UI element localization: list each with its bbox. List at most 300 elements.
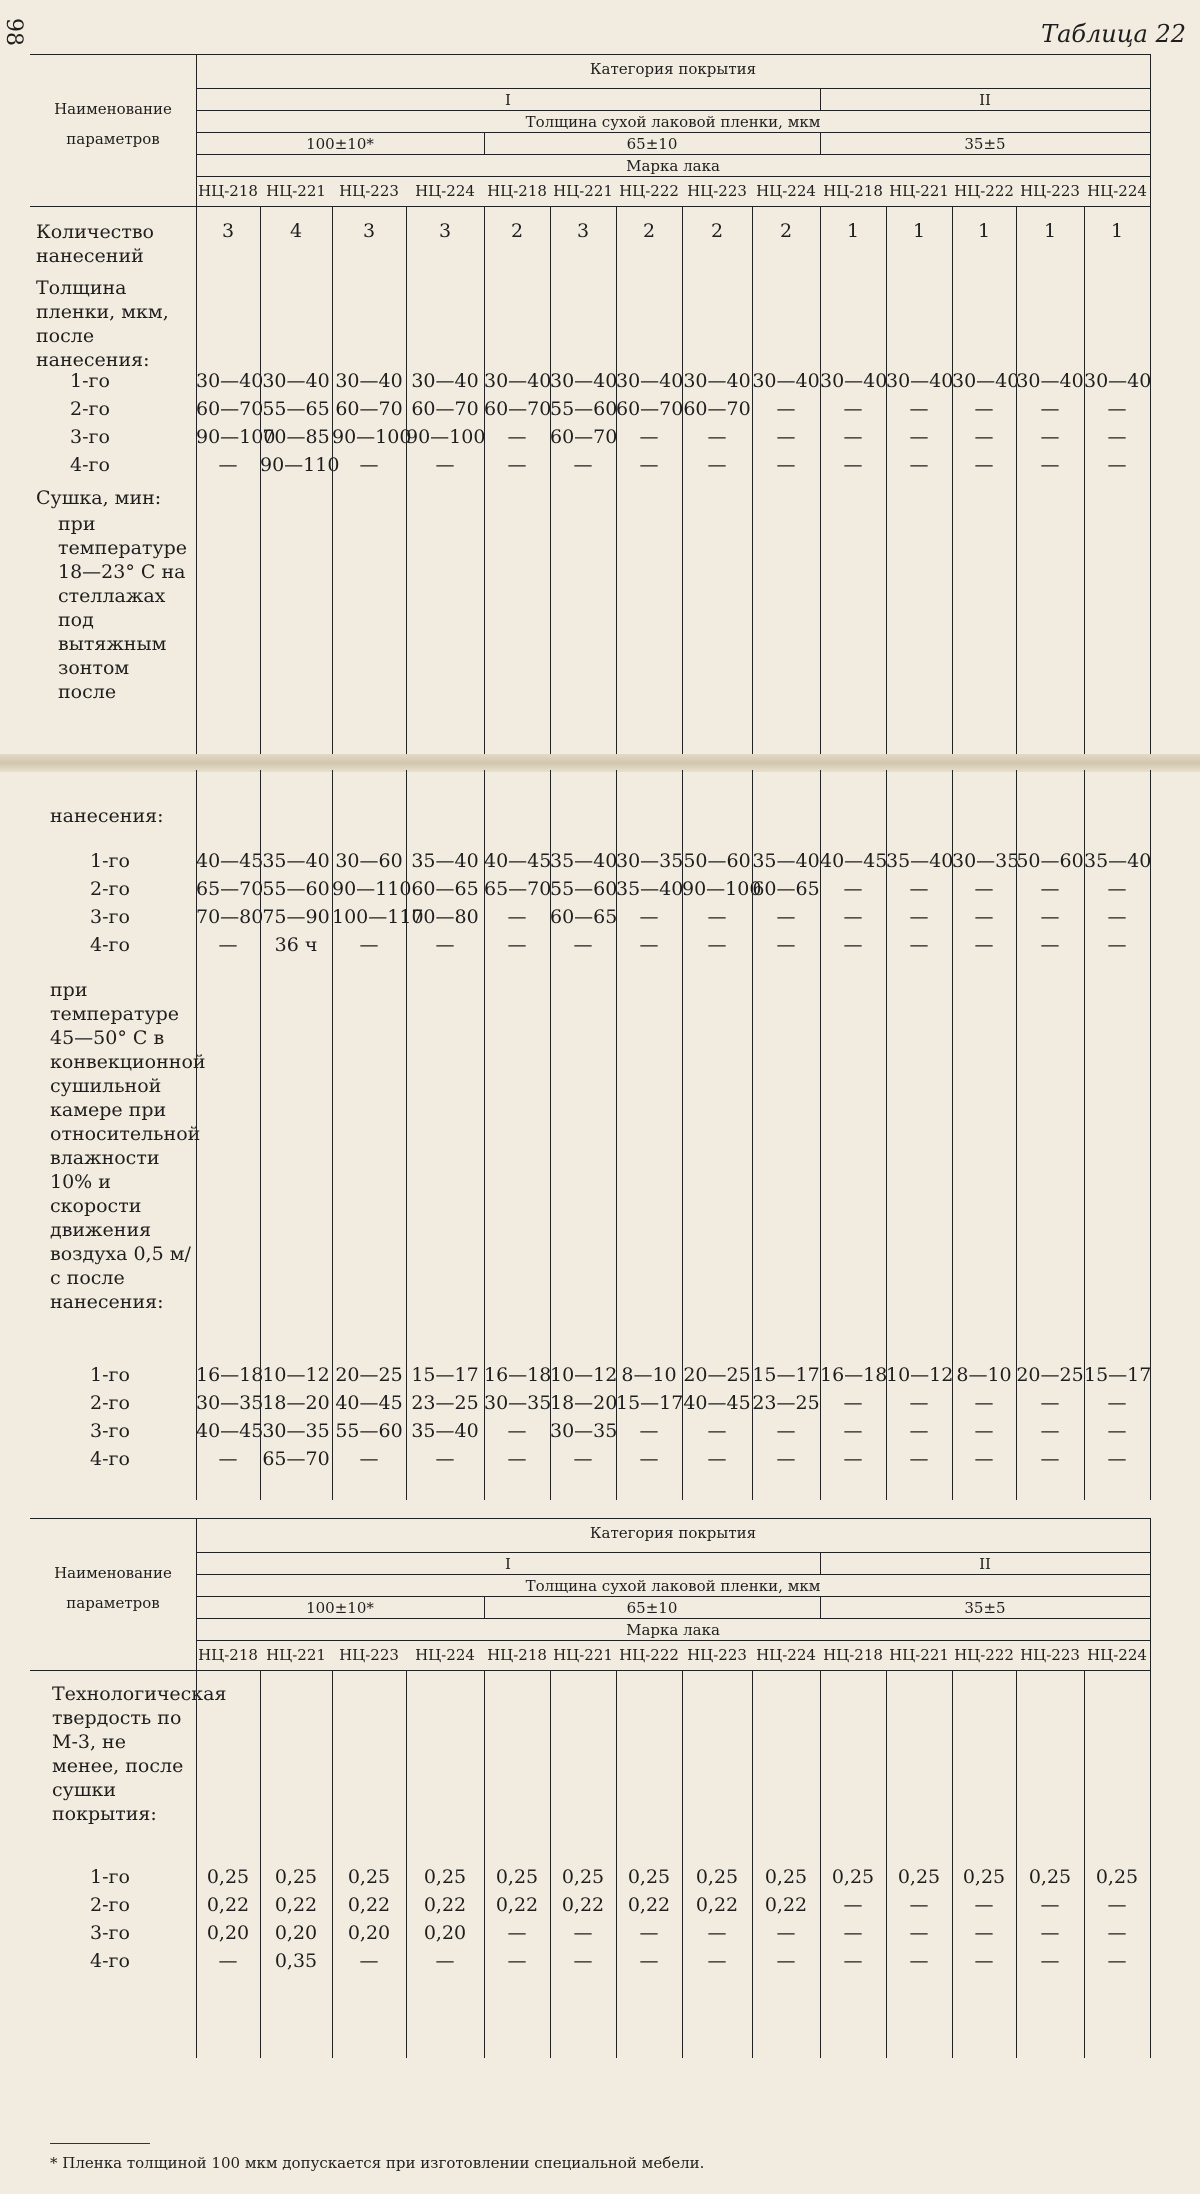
brand-2: НЦ-221 xyxy=(266,1646,326,1664)
hardness-value-1: 0,22 xyxy=(206,1894,250,1916)
header-bottom-rule xyxy=(30,206,1150,207)
hardness-value-9: 0,22 xyxy=(764,1894,808,1916)
brand-5: НЦ-218 xyxy=(487,182,547,200)
room-drying-value-12: — xyxy=(974,878,994,900)
hot-drying-value-7: 8—10 xyxy=(621,1364,677,1386)
thickness-value-5: 30—40 xyxy=(484,370,552,392)
room-drying-value-3: 100—110 xyxy=(332,906,424,928)
count-value-6: 3 xyxy=(576,220,590,242)
hot-drying-value-11: 10—12 xyxy=(886,1364,954,1386)
category-label: Категория покрытия xyxy=(589,60,757,78)
room-drying-value-13: 50—60 xyxy=(1016,850,1084,872)
thickness-label: Толщина пленки, мкм, после нанесения: xyxy=(36,277,169,371)
table-part-3 xyxy=(30,1518,1190,2058)
column-rule xyxy=(1084,206,1085,754)
param-label: Наименование параметров xyxy=(54,1564,172,1612)
hardness-value-11: 0,25 xyxy=(897,1866,941,1888)
column-rule xyxy=(484,1596,485,1618)
column-rule xyxy=(820,132,821,154)
count-value-3: 3 xyxy=(362,220,376,242)
thickness-row-label: 4-го xyxy=(70,454,110,476)
hot-drying-value-2: 30—35 xyxy=(262,1420,330,1442)
column-rule xyxy=(406,770,407,1500)
thickness-label: Толщина сухой лаковой пленки, мкм xyxy=(525,113,821,131)
category-i: I xyxy=(505,91,511,109)
thickness-value-6: 30—40 xyxy=(550,370,618,392)
hot-drying-value-6: 10—12 xyxy=(550,1364,618,1386)
thickness-100: 100±10* xyxy=(306,135,374,153)
hardness-label: Технологическая твердость по М-3, не менее, после сушки покрытия: xyxy=(52,1683,227,1825)
brand-8: НЦ-223 xyxy=(687,1646,747,1664)
thickness-value-2: 70—85 xyxy=(262,426,330,448)
header-top-rule xyxy=(30,54,1150,55)
brand-14: НЦ-224 xyxy=(1087,1646,1147,1664)
room-drying-value-4: — xyxy=(435,934,455,956)
hardness-value-13: — xyxy=(1040,1950,1060,1972)
hot-row-label: 2-го xyxy=(90,1392,130,1414)
room-drying-value-2: 75—90 xyxy=(262,906,330,928)
column-rule xyxy=(484,206,485,754)
hardness-value-6: 0,22 xyxy=(561,1894,605,1916)
room-drying-value-11: — xyxy=(909,878,929,900)
room-row-label: 2-го xyxy=(90,878,130,900)
room-drying-value-7: 35—40 xyxy=(616,878,684,900)
column-rule xyxy=(484,132,485,154)
column-rule xyxy=(1016,1670,1017,2058)
thickness-65: 65±10 xyxy=(626,135,678,153)
column-rule xyxy=(332,206,333,754)
room-drying-value-3: — xyxy=(359,934,379,956)
hot-row-label: 1-го xyxy=(90,1364,130,1386)
room-drying-value-1: 65—70 xyxy=(196,878,264,900)
hardness-value-7: — xyxy=(639,1950,659,1972)
thickness-value-10: — xyxy=(843,426,863,448)
hardness-value-10: — xyxy=(843,1894,863,1916)
room-drying-value-9: — xyxy=(776,934,796,956)
column-rule xyxy=(550,1670,551,2058)
hot-drying-value-7: — xyxy=(639,1448,659,1470)
room-drying-value-14: — xyxy=(1107,934,1127,956)
hardness-value-8: 0,25 xyxy=(695,1866,739,1888)
column-rule xyxy=(820,1670,821,2058)
hot-drying-value-3: 40—45 xyxy=(335,1392,403,1414)
column-rule xyxy=(550,770,551,1500)
thickness-value-8: — xyxy=(707,426,727,448)
column-rule xyxy=(196,770,197,1500)
thickness-value-1: 90—100 xyxy=(196,426,276,448)
count-value-2: 4 xyxy=(289,220,303,242)
thickness-value-13: 30—40 xyxy=(1016,370,1084,392)
thickness-value-3: 60—70 xyxy=(335,398,403,420)
column-rule xyxy=(332,770,333,1500)
hardness-value-1: — xyxy=(218,1950,238,1972)
thickness-value-10: — xyxy=(843,454,863,476)
hardness-value-5: 0,25 xyxy=(495,1866,539,1888)
hardness-value-7: 0,22 xyxy=(627,1894,671,1916)
hot-drying-value-7: — xyxy=(639,1420,659,1442)
thickness-value-4: 30—40 xyxy=(411,370,479,392)
column-rule xyxy=(196,1670,197,2058)
hardness-value-2: 0,22 xyxy=(274,1894,318,1916)
hardness-row-label: 2-го xyxy=(90,1894,130,1916)
room-drying-value-3: 30—60 xyxy=(335,850,403,872)
hardness-value-3: 0,20 xyxy=(347,1922,391,1944)
brand-1: НЦ-218 xyxy=(198,182,258,200)
room-drying-value-13: — xyxy=(1040,906,1060,928)
hot-drying-value-13: — xyxy=(1040,1392,1060,1414)
hot-drying-label: при температуре 45—50° С в конвекционной сушильной камере при относительной влажности 10% и скорости движения воздуха 0,5 м/с после нанесения: xyxy=(50,979,206,1313)
thickness-value-1: — xyxy=(218,454,238,476)
thickness-value-13: — xyxy=(1040,454,1060,476)
hot-drying-value-4: 15—17 xyxy=(411,1364,479,1386)
room-drying-value-12: — xyxy=(974,934,994,956)
room-drying-value-5: — xyxy=(507,934,527,956)
room-drying-value-4: 70—80 xyxy=(411,906,479,928)
thickness-row-label: 3-го xyxy=(70,426,110,448)
hot-drying-value-2: 18—20 xyxy=(262,1392,330,1414)
hardness-value-3: — xyxy=(359,1950,379,1972)
column-rule xyxy=(952,770,953,1500)
column-rule xyxy=(820,1552,821,1574)
brand-12: НЦ-222 xyxy=(954,1646,1014,1664)
thickness-value-11: — xyxy=(909,454,929,476)
hardness-value-11: — xyxy=(909,1922,929,1944)
hardness-value-9: 0,25 xyxy=(764,1866,808,1888)
column-rule xyxy=(952,206,953,754)
hardness-value-6: — xyxy=(573,1922,593,1944)
column-rule xyxy=(820,88,821,110)
brand-6: НЦ-221 xyxy=(553,182,613,200)
thickness-value-2: 55—65 xyxy=(262,398,330,420)
count-value-9: 2 xyxy=(779,220,793,242)
column-rule xyxy=(1150,1670,1151,2058)
table-rule xyxy=(196,132,1150,133)
room-drying-value-8: 50—60 xyxy=(683,850,751,872)
thickness-value-2: 30—40 xyxy=(262,370,330,392)
brand-1: НЦ-218 xyxy=(198,1646,258,1664)
room-drying-value-9: 60—65 xyxy=(752,878,820,900)
hot-drying-value-6: 18—20 xyxy=(550,1392,618,1414)
room-drying-value-2: 36 ч xyxy=(274,934,318,956)
hot-drying-value-1: 30—35 xyxy=(196,1392,264,1414)
hot-drying-value-1: 16—18 xyxy=(196,1364,264,1386)
thickness-value-4: — xyxy=(435,454,455,476)
param-label: Наименование параметров xyxy=(54,100,172,148)
thickness-65: 65±10 xyxy=(626,1599,678,1617)
room-drying-value-10: — xyxy=(843,934,863,956)
hot-drying-value-12: — xyxy=(974,1420,994,1442)
hardness-value-13: 0,25 xyxy=(1028,1866,1072,1888)
hardness-value-10: — xyxy=(843,1950,863,1972)
room-row-label: 3-го xyxy=(90,906,130,928)
hot-drying-value-4: 35—40 xyxy=(411,1420,479,1442)
column-rule xyxy=(484,770,485,1500)
room-drying-value-9: 35—40 xyxy=(752,850,820,872)
hot-row-label: 4-го xyxy=(90,1448,130,1470)
column-rule xyxy=(616,206,617,754)
hardness-value-4: 0,25 xyxy=(423,1866,467,1888)
hot-drying-value-12: 8—10 xyxy=(956,1364,1012,1386)
thickness-value-8: 30—40 xyxy=(683,370,751,392)
thickness-value-7: 60—70 xyxy=(616,398,684,420)
column-rule xyxy=(260,770,261,1500)
hot-drying-value-12: — xyxy=(974,1392,994,1414)
thickness-value-9: — xyxy=(776,398,796,420)
hardness-row-label: 4-го xyxy=(90,1950,130,1972)
thickness-value-5: — xyxy=(507,454,527,476)
hot-drying-value-8: — xyxy=(707,1420,727,1442)
hot-drying-value-8: — xyxy=(707,1448,727,1470)
thickness-row-label: 2-го xyxy=(70,398,110,420)
hardness-value-5: — xyxy=(507,1950,527,1972)
brand-7: НЦ-222 xyxy=(619,182,679,200)
hot-drying-value-11: — xyxy=(909,1448,929,1470)
hot-drying-value-2: 10—12 xyxy=(262,1364,330,1386)
room-drying-value-13: — xyxy=(1040,934,1060,956)
count-value-11: 1 xyxy=(912,220,926,242)
hardness-row-label: 1-го xyxy=(90,1866,130,1888)
hot-drying-value-4: — xyxy=(435,1448,455,1470)
room-drying-value-12: — xyxy=(974,906,994,928)
column-rule xyxy=(682,770,683,1500)
room-drying-value-1: — xyxy=(218,934,238,956)
hot-drying-value-10: — xyxy=(843,1448,863,1470)
category-ii: II xyxy=(979,91,991,109)
hardness-value-4: 0,22 xyxy=(423,1894,467,1916)
hot-drying-value-13: 20—25 xyxy=(1016,1364,1084,1386)
count-value-8: 2 xyxy=(710,220,724,242)
column-rule xyxy=(820,770,821,1500)
hot-drying-value-2: 65—70 xyxy=(262,1448,330,1470)
hardness-value-9: — xyxy=(776,1950,796,1972)
room-drying-value-3: 90—110 xyxy=(332,878,412,900)
hardness-value-10: 0,25 xyxy=(831,1866,875,1888)
thickness-value-12: 30—40 xyxy=(952,370,1020,392)
hot-drying-value-7: 15—17 xyxy=(616,1392,684,1414)
hardness-value-8: 0,22 xyxy=(695,1894,739,1916)
thickness-value-14: — xyxy=(1107,454,1127,476)
header-bottom-rule xyxy=(30,1670,1150,1671)
room-drying-value-14: — xyxy=(1107,878,1127,900)
room-drying-value-2: 55—60 xyxy=(262,878,330,900)
room-drying-value-9: — xyxy=(776,906,796,928)
table-part-2 xyxy=(30,770,1190,1500)
room-drying-value-1: 40—45 xyxy=(196,850,264,872)
hot-drying-value-3: 55—60 xyxy=(335,1420,403,1442)
column-rule xyxy=(1150,54,1151,206)
hot-drying-value-14: 15—17 xyxy=(1084,1364,1152,1386)
table-part-1 xyxy=(30,54,1190,754)
thickness-label: Толщина сухой лаковой пленки, мкм xyxy=(525,1577,821,1595)
thickness-value-4: 90—100 xyxy=(406,426,486,448)
thickness-value-12: — xyxy=(974,426,994,448)
hot-drying-value-5: — xyxy=(507,1420,527,1442)
brand-12: НЦ-222 xyxy=(954,182,1014,200)
hot-drying-value-4: 23—25 xyxy=(411,1392,479,1414)
drying-room-label: при температуре 18—23° С на стеллажах под вытяжным зонтом после xyxy=(58,513,188,703)
table-rule xyxy=(196,176,1150,177)
thickness-row-label: 1-го xyxy=(70,370,110,392)
hardness-value-8: — xyxy=(707,1922,727,1944)
room-drying-value-12: 30—35 xyxy=(952,850,1020,872)
thickness-value-10: 30—40 xyxy=(820,370,888,392)
category-ii: II xyxy=(979,1555,991,1573)
thickness-value-9: — xyxy=(776,454,796,476)
thickness-value-10: — xyxy=(843,398,863,420)
hardness-value-7: 0,25 xyxy=(627,1866,671,1888)
page-number: 98 xyxy=(1,18,26,46)
room-drying-value-2: 35—40 xyxy=(262,850,330,872)
brand-4: НЦ-224 xyxy=(415,182,475,200)
table-title: Таблица 22 xyxy=(1041,20,1186,48)
room-drying-value-10: — xyxy=(843,878,863,900)
hardness-value-1: 0,25 xyxy=(206,1866,250,1888)
column-rule xyxy=(332,1670,333,2058)
brand-14: НЦ-224 xyxy=(1087,182,1147,200)
column-rule xyxy=(952,1670,953,2058)
hardness-value-4: 0,20 xyxy=(423,1922,467,1944)
thickness-value-6: 60—70 xyxy=(550,426,618,448)
drying-label: Сушка, мин: xyxy=(36,487,162,509)
table-rule xyxy=(196,1596,1150,1597)
column-rule xyxy=(260,206,261,754)
brand-4: НЦ-224 xyxy=(415,1646,475,1664)
table-rule xyxy=(196,154,1150,155)
room-drying-value-10: 40—45 xyxy=(820,850,888,872)
thickness-value-6: — xyxy=(573,454,593,476)
thickness-value-2: 90—110 xyxy=(260,454,340,476)
hardness-value-12: — xyxy=(974,1950,994,1972)
hardness-value-2: 0,20 xyxy=(274,1922,318,1944)
hot-drying-value-13: — xyxy=(1040,1420,1060,1442)
column-rule xyxy=(820,1596,821,1618)
hardness-value-12: — xyxy=(974,1922,994,1944)
column-rule xyxy=(752,770,753,1500)
room-drying-value-7: — xyxy=(639,906,659,928)
category-i: I xyxy=(505,1555,511,1573)
count-value-4: 3 xyxy=(438,220,452,242)
table-rule xyxy=(196,1640,1150,1641)
thickness-value-14: — xyxy=(1107,398,1127,420)
hot-drying-value-3: 20—25 xyxy=(335,1364,403,1386)
hot-drying-value-1: — xyxy=(218,1448,238,1470)
column-rule xyxy=(484,1670,485,2058)
brand-10: НЦ-218 xyxy=(823,1646,883,1664)
thickness-value-3: — xyxy=(359,454,379,476)
thickness-value-7: — xyxy=(639,454,659,476)
room-drying-value-6: 60—65 xyxy=(550,906,618,928)
thickness-value-13: — xyxy=(1040,398,1060,420)
column-rule xyxy=(1084,1670,1085,2058)
table-rule xyxy=(196,88,1150,89)
room-drying-value-7: — xyxy=(639,934,659,956)
hot-drying-value-8: 40—45 xyxy=(683,1392,751,1414)
hardness-value-2: 0,35 xyxy=(274,1950,318,1972)
thickness-value-12: — xyxy=(974,398,994,420)
thickness-value-3: 30—40 xyxy=(335,370,403,392)
hardness-row-label: 3-го xyxy=(90,1922,130,1944)
header-top-rule xyxy=(30,1518,1150,1519)
brand-3: НЦ-223 xyxy=(339,1646,399,1664)
brand-3: НЦ-223 xyxy=(339,182,399,200)
column-rule xyxy=(1150,770,1151,1500)
room-row-label: 1-го xyxy=(90,850,130,872)
count-value-5: 2 xyxy=(510,220,524,242)
thickness-value-11: — xyxy=(909,398,929,420)
column-rule xyxy=(820,206,821,754)
thickness-value-1: 30—40 xyxy=(196,370,264,392)
count-value-10: 1 xyxy=(846,220,860,242)
thickness-value-5: 60—70 xyxy=(484,398,552,420)
hardness-value-9: — xyxy=(776,1922,796,1944)
count-value-13: 1 xyxy=(1043,220,1057,242)
hardness-value-7: — xyxy=(639,1922,659,1944)
brand-label: Марка лака xyxy=(626,1621,720,1639)
brand-13: НЦ-223 xyxy=(1020,1646,1080,1664)
thickness-value-14: 30—40 xyxy=(1084,370,1152,392)
thickness-value-11: — xyxy=(909,426,929,448)
brand-9: НЦ-224 xyxy=(756,1646,816,1664)
hardness-value-1: 0,20 xyxy=(206,1922,250,1944)
hot-drying-value-10: — xyxy=(843,1392,863,1414)
column-rule xyxy=(752,1670,753,2058)
room-row-label: 4-го xyxy=(90,934,130,956)
hot-drying-value-14: — xyxy=(1107,1392,1127,1414)
brand-2: НЦ-221 xyxy=(266,182,326,200)
table-rule xyxy=(196,110,1150,111)
hot-drying-value-9: — xyxy=(776,1448,796,1470)
hot-drying-value-10: — xyxy=(843,1420,863,1442)
room-drying-value-8: — xyxy=(707,906,727,928)
hot-drying-value-10: 16—18 xyxy=(820,1364,888,1386)
column-rule xyxy=(196,54,197,206)
count-value-14: 1 xyxy=(1110,220,1124,242)
room-drying-value-11: 35—40 xyxy=(886,850,954,872)
hot-drying-value-12: — xyxy=(974,1448,994,1470)
room-drying-value-14: 35—40 xyxy=(1084,850,1152,872)
thickness-value-4: 60—70 xyxy=(411,398,479,420)
room-drying-value-7: 30—35 xyxy=(616,850,684,872)
room-drying-value-4: 60—65 xyxy=(411,878,479,900)
hardness-value-5: 0,22 xyxy=(495,1894,539,1916)
hot-drying-value-9: 23—25 xyxy=(752,1392,820,1414)
hardness-value-14: — xyxy=(1107,1894,1127,1916)
column-rule xyxy=(616,1670,617,2058)
thickness-value-12: — xyxy=(974,454,994,476)
brand-label: Марка лака xyxy=(626,157,720,175)
hot-drying-value-6: 30—35 xyxy=(550,1420,618,1442)
hardness-value-11: — xyxy=(909,1950,929,1972)
room-drying-value-11: — xyxy=(909,934,929,956)
footnote-rule xyxy=(50,2143,150,2144)
column-rule xyxy=(1084,770,1085,1500)
hot-drying-value-6: — xyxy=(573,1448,593,1470)
hot-drying-value-13: — xyxy=(1040,1448,1060,1470)
brand-13: НЦ-223 xyxy=(1020,182,1080,200)
table-rule xyxy=(196,1618,1150,1619)
room-drying-value-6: — xyxy=(573,934,593,956)
category-label: Категория покрытия xyxy=(589,1524,757,1542)
room-drying-value-5: 65—70 xyxy=(484,878,552,900)
brand-10: НЦ-218 xyxy=(823,182,883,200)
hot-drying-value-9: — xyxy=(776,1420,796,1442)
hot-drying-value-11: — xyxy=(909,1420,929,1442)
hardness-value-10: — xyxy=(843,1922,863,1944)
column-rule xyxy=(1016,770,1017,1500)
hot-drying-value-14: — xyxy=(1107,1420,1127,1442)
hardness-value-3: 0,22 xyxy=(347,1894,391,1916)
hardness-value-2: 0,25 xyxy=(274,1866,318,1888)
